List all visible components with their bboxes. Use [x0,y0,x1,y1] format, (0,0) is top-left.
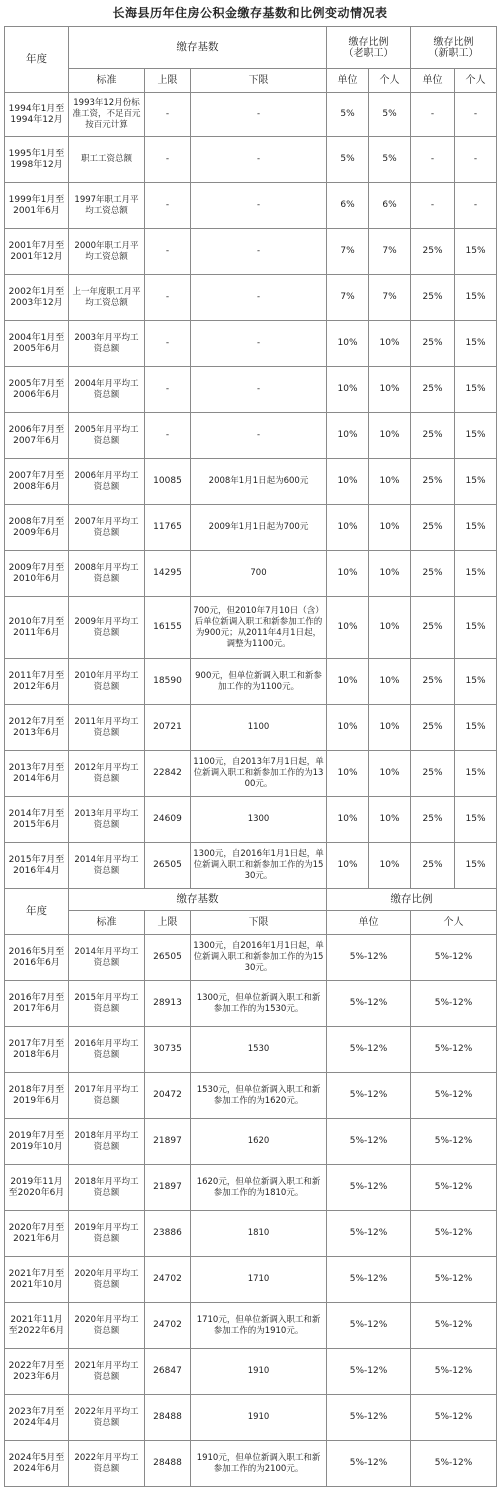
unit-cell: 5%-12% [327,1073,411,1119]
personal-cell: 5%-12% [411,1349,497,1395]
period-cell: 2015年7月至2016年4月 [5,843,69,889]
base-header-2: 缴存基数 [69,889,327,911]
standard-cell: 2008年月平均工资总额 [69,551,145,597]
lower-cell: 1710 [191,1257,327,1303]
upper-header: 上限 [145,69,191,93]
standard-cell: 1993年12月份标准工资，不足百元按百元计算 [69,93,145,137]
standard-cell: 2004年月平均工资总额 [69,367,145,413]
lower-cell: 1100元，自2013年7月1日起，单位新调入职工和新参加工作的为1300元。 [191,751,327,797]
period-cell: 2014年7月至2015年6月 [5,797,69,843]
upper-header-2: 上限 [145,911,191,935]
lower-cell: - [191,137,327,183]
standard-cell: 2005年月平均工资总额 [69,413,145,459]
standard-cell: 2018年月平均工资总额 [69,1119,145,1165]
personal-cell: 5%-12% [411,1441,497,1487]
new-personal-cell: 15% [455,843,497,889]
old-unit-cell: 10% [327,705,369,751]
upper-cell: - [145,321,191,367]
unit-cell: 5%-12% [327,1165,411,1211]
period-cell: 1995年1月至1998年12月 [5,137,69,183]
standard-header: 标准 [69,69,145,93]
upper-cell: - [145,137,191,183]
standard-header-2: 标准 [69,911,145,935]
table-row [5,1349,497,1395]
upper-cell: 30735 [145,1027,191,1073]
table-row [5,1211,497,1257]
old-personal-cell: 7% [369,229,411,275]
upper-cell: 24609 [145,797,191,843]
new-unit-cell: 25% [411,229,455,275]
personal-cell: 5%-12% [411,1119,497,1165]
table-row [5,705,497,751]
unit-cell: 5%-12% [327,1211,411,1257]
standard-cell: 2016年月平均工资总额 [69,1027,145,1073]
table-row [5,797,497,843]
lower-cell: 1910元，但单位新调入职工和新参加工作的为2100元。 [191,1441,327,1487]
table-row [5,1119,497,1165]
new-unit-cell: 25% [411,367,455,413]
header-row [5,889,497,911]
standard-cell: 2018年月平均工资总额 [69,1165,145,1211]
old-unit-cell: 7% [327,229,369,275]
period-cell: 2005年7月至2006年6月 [5,367,69,413]
personal-cell: 5%-12% [411,1027,497,1073]
new-personal-cell: 15% [455,459,497,505]
lower-cell: 2009年1月1日起为700元 [191,505,327,551]
year-header: 年度 [5,27,69,93]
new-personal-cell: 15% [455,321,497,367]
standard-cell: 2022年月平均工资总额 [69,1395,145,1441]
old-personal-cell: 10% [369,321,411,367]
period-cell: 2004年1月至2005年6月 [5,321,69,367]
new-unit-cell: 25% [411,413,455,459]
lower-header-2: 下限 [191,911,327,935]
standard-cell: 2014年月平均工资总额 [69,843,145,889]
upper-cell: 16155 [145,597,191,659]
new-personal-cell: - [455,137,497,183]
old-unit-cell: 7% [327,275,369,321]
upper-cell: 28488 [145,1441,191,1487]
table-row [5,367,497,413]
table-row [5,659,497,705]
lower-cell: 1300元，自2016年1月1日起，单位新调入职工和新参加工作的为1530元。 [191,843,327,889]
old-personal-cell: 10% [369,551,411,597]
upper-cell: 26505 [145,843,191,889]
new-personal-cell: 15% [455,367,497,413]
new-personal-cell: 15% [455,229,497,275]
period-cell: 2006年7月至2007年6月 [5,413,69,459]
upper-cell: - [145,367,191,413]
upper-cell: 23886 [145,1211,191,1257]
table-row [5,1027,497,1073]
old-unit-cell: 10% [327,551,369,597]
standard-cell: 2014年月平均工资总额 [69,935,145,981]
period-cell: 2017年7月至2018年6月 [5,1027,69,1073]
table-row [5,935,497,981]
new-personal-cell: 15% [455,413,497,459]
lower-header: 下限 [191,69,327,93]
unit-header-2: 单位 [327,911,411,935]
standard-cell: 2017年月平均工资总额 [69,1073,145,1119]
period-cell: 2023年7月至2024年4月 [5,1395,69,1441]
upper-cell: 28488 [145,1395,191,1441]
upper-cell: 10085 [145,459,191,505]
period-cell: 2021年7月至2021年10月 [5,1257,69,1303]
old-personal-cell: 10% [369,751,411,797]
lower-cell: 1620元，但单位新调入职工和新参加工作的为1810元。 [191,1165,327,1211]
old-unit-cell: 10% [327,459,369,505]
personal-cell: 5%-12% [411,1073,497,1119]
unit-cell: 5%-12% [327,1119,411,1165]
new-unit-cell: - [411,93,455,137]
table-row [5,459,497,505]
upper-cell: - [145,93,191,137]
standard-cell: 2009年月平均工资总额 [69,597,145,659]
lower-cell: 700 [191,551,327,597]
new-unit-cell: 25% [411,321,455,367]
old-personal-cell: 5% [369,93,411,137]
personal-cell: 5%-12% [411,1395,497,1441]
table-row [5,751,497,797]
old-personal-cell: 10% [369,797,411,843]
ratio-header-2: 缴存比例 [327,889,497,911]
table-row [5,183,497,229]
lower-cell: 1710元，但单位新调入职工和新参加工作的为1910元。 [191,1303,327,1349]
new-unit-cell: - [411,137,455,183]
period-cell: 2008年7月至2009年6月 [5,505,69,551]
unit-cell: 5%-12% [327,935,411,981]
upper-cell: - [145,413,191,459]
unit-cell: 5%-12% [327,1257,411,1303]
period-cell: 2019年7月至2019年10月 [5,1119,69,1165]
lower-cell: 1100 [191,705,327,751]
standard-cell: 2012年月平均工资总额 [69,751,145,797]
deposit-table [4,26,497,1487]
period-cell: 2010年7月至2011年6月 [5,597,69,659]
lower-cell: 700元，但2010年7月10日（含）后单位新调入职工和新参加工作的为900元；从2011年4月1日起，调整为1100元。 [191,597,327,659]
standard-cell: 2011年月平均工资总额 [69,705,145,751]
unit-cell: 5%-12% [327,1349,411,1395]
period-cell: 2007年7月至2008年6月 [5,459,69,505]
personal-cell: 5%-12% [411,1257,497,1303]
lower-cell: 1300 [191,797,327,843]
new-personal-cell: 15% [455,797,497,843]
personal-cell: 5%-12% [411,981,497,1027]
unit-cell: 5%-12% [327,1441,411,1487]
new-personal-cell: 15% [455,705,497,751]
table-row [5,1073,497,1119]
lower-cell: 1300元，但单位新调入职工和新参加工作的为1530元。 [191,981,327,1027]
standard-cell: 2020年月平均工资总额 [69,1303,145,1349]
new-personal-cell: 15% [455,751,497,797]
old-unit-cell: 6% [327,183,369,229]
period-cell: 2019年11月至2020年6月 [5,1165,69,1211]
standard-cell: 2022年月平均工资总额 [69,1441,145,1487]
period-cell: 1994年1月至1994年12月 [5,93,69,137]
personal-cell: 5%-12% [411,1165,497,1211]
lower-cell: 2008年1月1日起为600元 [191,459,327,505]
old-unit-cell: 10% [327,659,369,705]
unit-cell: 5%-12% [327,1303,411,1349]
new-personal-cell: 15% [455,505,497,551]
lower-cell: 1810 [191,1211,327,1257]
old-unit-cell: 10% [327,751,369,797]
new-unit-cell: 25% [411,505,455,551]
new-unit-cell: 25% [411,459,455,505]
table-row [5,275,497,321]
upper-cell: 26847 [145,1349,191,1395]
upper-cell: - [145,229,191,275]
table-row [5,1395,497,1441]
personal-header-2: 个人 [411,911,497,935]
upper-cell: 20721 [145,705,191,751]
lower-cell: 1530元，但单位新调入职工和新参加工作的为1620元。 [191,1073,327,1119]
table-row [5,93,497,137]
new-unit-cell: 25% [411,551,455,597]
old-unit-cell: 10% [327,367,369,413]
unit-cell: 5%-12% [327,1027,411,1073]
new-personal-cell: - [455,183,497,229]
table-row [5,1257,497,1303]
new-unit-cell: 25% [411,659,455,705]
standard-cell: 上一年度职工月平均工资总额 [69,275,145,321]
old-unit-header: 单位 [327,69,369,93]
old-personal-cell: 10% [369,505,411,551]
personal-cell: 5%-12% [411,935,497,981]
old-personal-cell: 10% [369,367,411,413]
period-cell: 2001年7月至2001年12月 [5,229,69,275]
upper-cell: - [145,183,191,229]
standard-cell: 2007年月平均工资总额 [69,505,145,551]
lower-cell: - [191,275,327,321]
table-row [5,1303,497,1349]
new-personal-cell: 15% [455,597,497,659]
lower-cell: - [191,229,327,275]
standard-cell: 2000年职工月平均工资总额 [69,229,145,275]
header-row [5,911,497,935]
table-row [5,843,497,889]
standard-cell: 职工工资总额 [69,137,145,183]
period-cell: 2022年7月至2023年6月 [5,1349,69,1395]
lower-cell: 1910 [191,1349,327,1395]
personal-cell: 5%-12% [411,1211,497,1257]
lower-cell: - [191,413,327,459]
new-unit-cell: - [411,183,455,229]
personal-cell: 5%-12% [411,1303,497,1349]
old-unit-cell: 5% [327,93,369,137]
upper-cell: 18590 [145,659,191,705]
period-cell: 2012年7月至2013年6月 [5,705,69,751]
period-cell: 1999年1月至2001年6月 [5,183,69,229]
table-row [5,229,497,275]
period-cell: 2016年7月至2017年6月 [5,981,69,1027]
upper-cell: 20472 [145,1073,191,1119]
new-unit-cell: 25% [411,751,455,797]
old-personal-cell: 10% [369,459,411,505]
upper-cell: 21897 [145,1119,191,1165]
lower-cell: 900元，但单位新调入职工和新参加工作的为1100元。 [191,659,327,705]
standard-cell: 2021年月平均工资总额 [69,1349,145,1395]
new-unit-cell: 25% [411,843,455,889]
new-unit-cell: 25% [411,275,455,321]
lower-cell: 1300元，自2016年1月1日起，单位新调入职工和新参加工作的为1530元。 [191,935,327,981]
page-title: 长海县历年住房公积金缴存基数和比例变动情况表 [112,6,388,20]
old-personal-header: 个人 [369,69,411,93]
new-personal-cell: - [455,93,497,137]
old-personal-cell: 10% [369,597,411,659]
old-personal-cell: 10% [369,659,411,705]
table-row [5,1165,497,1211]
new-unit-cell: 25% [411,705,455,751]
standard-cell: 2020年月平均工资总额 [69,1257,145,1303]
old-personal-cell: 10% [369,413,411,459]
standard-cell: 2013年月平均工资总额 [69,797,145,843]
new-personal-cell: 15% [455,551,497,597]
period-cell: 2016年5月至2016年6月 [5,935,69,981]
standard-cell: 2006年月平均工资总额 [69,459,145,505]
unit-cell: 5%-12% [327,1395,411,1441]
upper-cell: 26505 [145,935,191,981]
table-row [5,597,497,659]
lower-cell: 1530 [191,1027,327,1073]
lower-cell: - [191,93,327,137]
standard-cell: 2019年月平均工资总额 [69,1211,145,1257]
period-cell: 2002年1月至2003年12月 [5,275,69,321]
old-personal-cell: 10% [369,843,411,889]
period-cell: 2013年7月至2014年6月 [5,751,69,797]
base-header: 缴存基数 [69,27,327,69]
lower-cell: - [191,321,327,367]
lower-cell: - [191,367,327,413]
period-cell: 2009年7月至2010年6月 [5,551,69,597]
old-unit-cell: 10% [327,413,369,459]
old-personal-cell: 7% [369,275,411,321]
new-unit-cell: 25% [411,597,455,659]
year-header-2: 年度 [5,889,69,935]
period-cell: 2024年5月至2024年6月 [5,1441,69,1487]
old-personal-cell: 5% [369,137,411,183]
standard-cell: 2010年月平均工资总额 [69,659,145,705]
lower-cell: - [191,183,327,229]
old-unit-cell: 10% [327,797,369,843]
new-unit-cell: 25% [411,797,455,843]
old-unit-cell: 5% [327,137,369,183]
period-cell: 2021年11月至2022年6月 [5,1303,69,1349]
old-ratio-header: 缴存比例 （老职工） [327,27,411,69]
old-unit-cell: 10% [327,321,369,367]
upper-cell: 24702 [145,1303,191,1349]
standard-cell: 2015年月平均工资总额 [69,981,145,1027]
new-ratio-header: 缴存比例 （新职工） [411,27,497,69]
old-unit-cell: 10% [327,843,369,889]
period-cell: 2011年7月至2012年6月 [5,659,69,705]
table-row [5,505,497,551]
table-row [5,981,497,1027]
table-row [5,1441,497,1487]
lower-cell: 1620 [191,1119,327,1165]
new-unit-header: 单位 [411,69,455,93]
period-cell: 2020年7月至2021年6月 [5,1211,69,1257]
unit-cell: 5%-12% [327,981,411,1027]
old-unit-cell: 10% [327,597,369,659]
upper-cell: 24702 [145,1257,191,1303]
old-unit-cell: 10% [327,505,369,551]
upper-cell: 21897 [145,1165,191,1211]
upper-cell: 14295 [145,551,191,597]
new-personal-header: 个人 [455,69,497,93]
old-personal-cell: 10% [369,705,411,751]
table-row [5,413,497,459]
upper-cell: 22842 [145,751,191,797]
table-row [5,551,497,597]
table-row [5,137,497,183]
lower-cell: 1910 [191,1395,327,1441]
old-personal-cell: 6% [369,183,411,229]
upper-cell: 11765 [145,505,191,551]
period-cell: 2018年7月至2019年6月 [5,1073,69,1119]
new-personal-cell: 15% [455,659,497,705]
upper-cell: - [145,275,191,321]
new-personal-cell: 15% [455,275,497,321]
standard-cell: 1997年职工月平均工资总额 [69,183,145,229]
upper-cell: 28913 [145,981,191,1027]
standard-cell: 2003年月平均工资总额 [69,321,145,367]
table-row [5,321,497,367]
